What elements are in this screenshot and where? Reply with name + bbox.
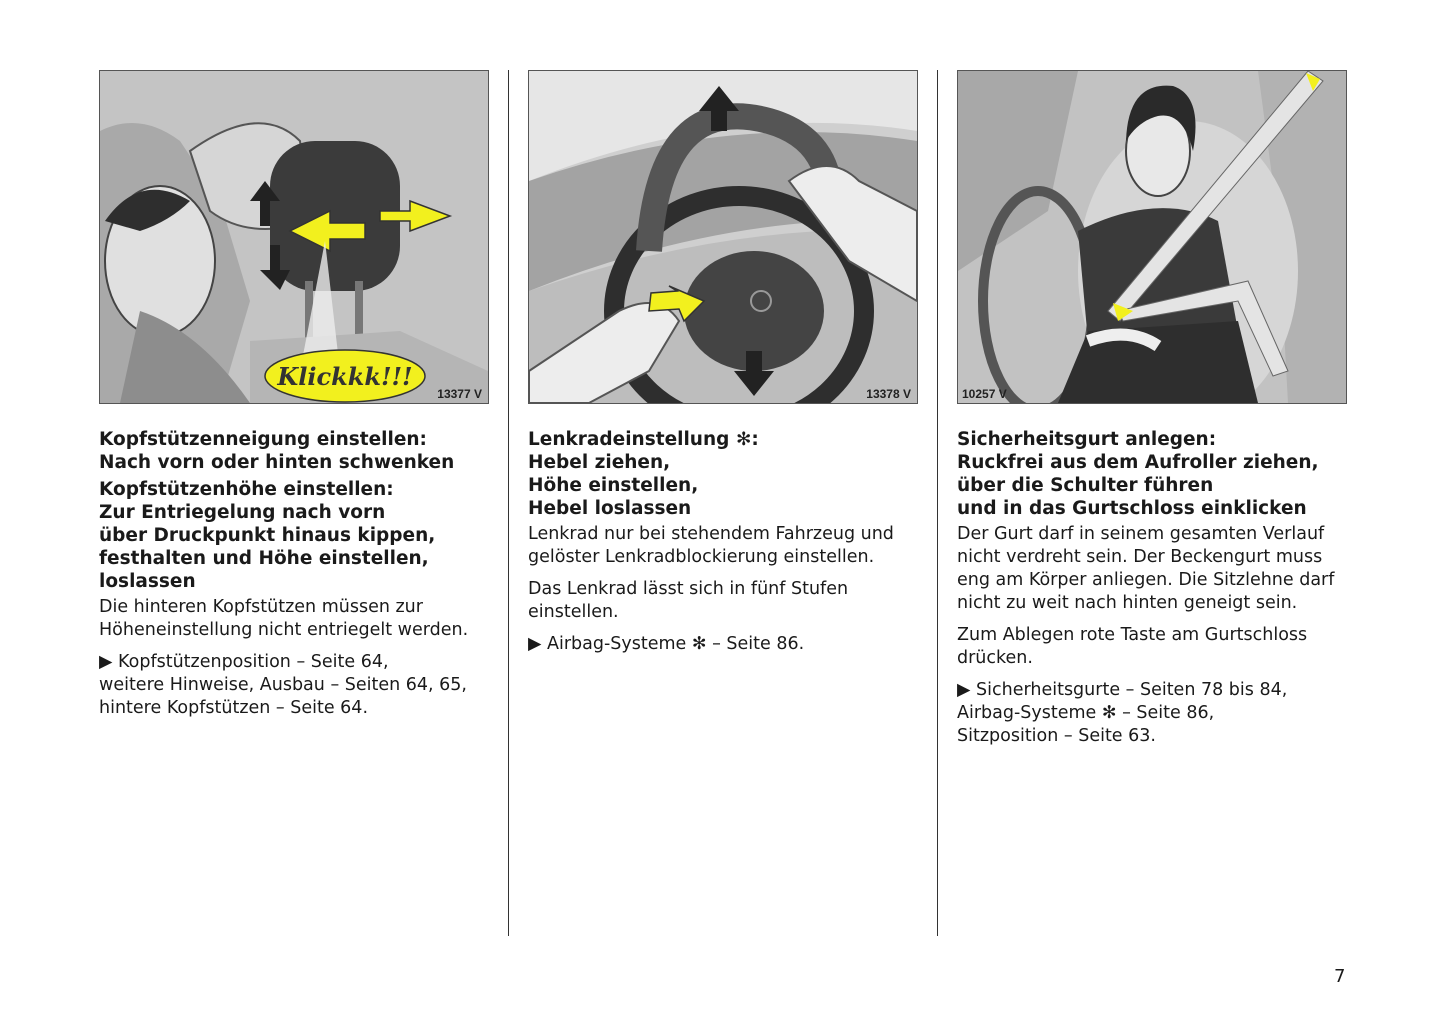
heading-line: loslassen [99,571,196,592]
paragraph: Die hinteren Kopfstützen müssen zur Höheneinstellung nicht entriegelt werden. [99,597,469,640]
heading-line: Kopfstützenhöhe einstellen: [99,479,394,500]
heading-line: Hebel ziehen, [528,452,671,473]
figure-number: 10257 V [962,387,1007,401]
reference-link[interactable]: hintere Kopfstützen – Seite 64. [99,698,369,718]
heading-line: Sicherheitsgurt anlegen: [957,429,1217,450]
heading-line: Ruckfrei aus dem Aufroller ziehen, [957,452,1319,473]
seat-belt-illustration [957,70,1347,404]
heading-line: Lenkradeinstellung ✻: [528,429,759,450]
heading-line: Höhe einstellen, [528,475,699,496]
heading-seat-belt [957,428,1347,520]
paragraph: Zum Ablegen rote Taste am Gurtschloss drücken. [957,625,1308,668]
heading-line: Hebel loslassen [528,498,692,519]
references [528,633,918,656]
references [99,651,489,720]
head-restraint-drawing [100,71,488,403]
column-divider-1 [508,70,509,936]
heading-line: Zur Entriegelung nach vorn [99,502,386,523]
heading-steering [528,428,918,520]
paragraph: Das Lenkrad lässt sich in fünf Stufen einstellen. [528,579,849,622]
figure-number: 13377 V [437,387,482,401]
reference-link[interactable]: Sitzposition – Seite 63. [957,726,1156,746]
reference-link[interactable]: ▶ Airbag-Systeme ✻ – Seite 86. [528,634,805,654]
page-number: 7 [1334,966,1346,987]
references [957,679,1347,748]
paragraph: Lenkrad nur bei stehendem Fahrzeug und gelöster Lenkradblockierung einstellen. [528,524,894,567]
reference-link[interactable]: weitere Hinweise, Ausbau – Seiten 64, 65, [99,675,467,695]
heading-line: Kopfstützenneigung einstellen: [99,429,427,450]
heading-tilt [99,428,489,474]
column-head-restraint [99,70,489,720]
reference-link[interactable]: ▶ Sicherheitsgurte – Seiten 78 bis 84, [957,680,1288,700]
heading-line: über Druckpunkt hinaus kippen, [99,525,436,546]
figure-number: 13378 V [866,387,911,401]
column-steering-wheel [528,70,918,656]
reference-link[interactable]: Airbag-Systeme ✻ – Seite 86, [957,703,1215,723]
column-seat-belt [957,70,1347,748]
head-restraint-illustration [99,70,489,404]
heading-line: festhalten und Höhe einstellen, [99,548,429,569]
column-divider-2 [937,70,938,936]
heading-line: und in das Gurtschloss einklicken [957,498,1307,519]
heading-line: über die Schulter führen [957,475,1214,496]
seat-belt-drawing [958,71,1346,403]
steering-wheel-drawing [529,71,917,403]
reference-link[interactable]: ▶ Kopfstützenposition – Seite 64, [99,652,389,672]
steering-wheel-illustration [528,70,918,404]
paragraph: Der Gurt darf in seinem gesamten Verlauf nicht verdreht sein. Der Beckengurt muss eng am Körper anliegen. Die Sitzlehne darf nicht zu weit nach hinten geneigt sein. [957,524,1335,613]
heading-line: Nach vorn oder hinten schwenken [99,452,455,473]
click-sound-label: Klickkk!!! [277,362,413,391]
heading-height [99,478,489,593]
